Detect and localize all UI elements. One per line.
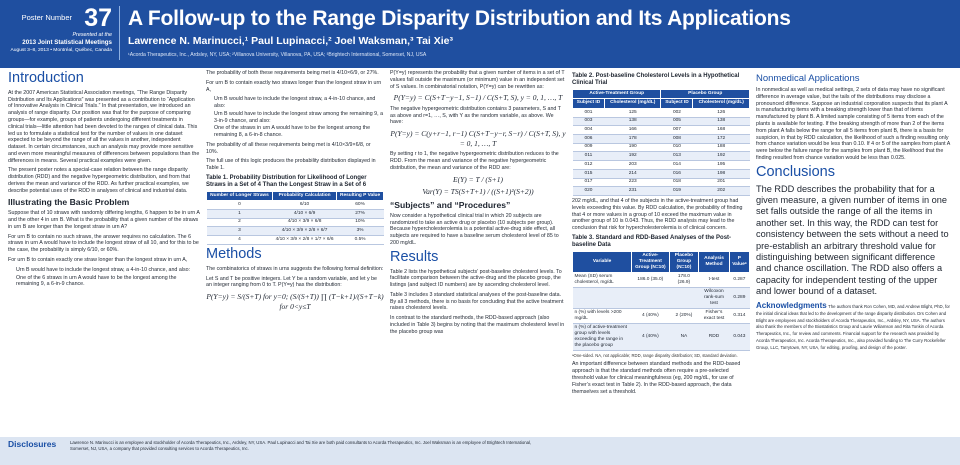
table-row <box>573 143 750 152</box>
intro-paragraph: For urn B to contain no such straws, the answer requires no calculation. The 6 straws in urn A would have to include the longest straw of all 10, and for this to be the case, the probability is simply 6/10, or 60%. <box>8 233 199 254</box>
nonmedical-heading: Nonmedical Applications <box>756 73 860 84</box>
table-cell: n (%) with levels >200 mg/dL <box>573 309 632 324</box>
table-cell: t-test <box>699 273 730 288</box>
table-row <box>573 134 750 143</box>
table-row <box>207 218 384 227</box>
results-heading: Results <box>390 248 439 265</box>
meeting-name: 2013 Joint Statistical Meetings <box>22 39 112 46</box>
poster-title: A Follow-up to the Range Disparity Distribution and Its Applications <box>128 7 791 30</box>
table-header: Placebo Group (N=10) <box>669 251 699 273</box>
table-cell: 125 <box>604 108 661 117</box>
table-cell: 0.287 <box>729 273 749 288</box>
authors: Lawrence N. Marinucci,¹ Paul Lupinacci,² Joel Waksman,³ Tai Xie³ <box>128 35 454 47</box>
column-4 <box>572 70 750 435</box>
table-cell: 223 <box>604 178 661 187</box>
table-group-header: Placebo Group <box>661 89 750 99</box>
table-row <box>573 108 750 117</box>
body-paragraph: For urn B to contain exactly two straws longer than the longest straw in urn A, <box>206 79 382 93</box>
table-1 <box>206 191 384 245</box>
body-paragraph: In nonmedical as well as medical settings, 2 sets of data may have no significant difference in average value, but the tails of the distributions may disclose a pronounced difference. Suppose an industrial corporation suspects that its plant A is manufacturing items with a breaking strength lower than that of items manufactured by plant B. A limited sample consisting of 5 items from each of the plants is available for testing. If the breaking strength of more than 2 of the items from plant A falls below the range for all 5 items from plant B, there is a basis for suspicion, in that by RDD calculation, the likelihood of such a finding resulting only from chance variation would be less than 0.10. If 4 or 5 of the samples from plant A were below the failure range for the samples from plant B, the likelihood that the finding resulted from chance variation would be less than 0.025. <box>756 87 951 161</box>
table-cell <box>632 288 669 309</box>
table-cell: 178.0 (26.9) <box>669 273 699 288</box>
table-row <box>573 152 750 161</box>
table-cell: 214 <box>604 169 661 178</box>
table-cell: Fisher’s exact test <box>699 309 730 324</box>
table-cell: 202 <box>693 187 750 196</box>
body-paragraph: The probability of all these requirements being met is 4/10×3/9×6/8, or 10%. <box>206 141 371 155</box>
affiliations: ¹Acorda Therapeutics, Inc., Ardsley, NY, USA; ²Villanova University, Villanova, PA, USA; ³Brightech International, Somerset, NJ, USA <box>128 52 427 58</box>
table-cell: 4 (40%) <box>632 309 669 324</box>
table-cell: 192 <box>604 152 661 161</box>
table-cell: 10% <box>337 218 384 227</box>
table-header: Subject ID <box>573 99 605 109</box>
table-cell: 195 <box>693 161 750 170</box>
body-paragraph: In contrast to the standard methods, the RDD-based approach (also included in Table 3) begins by noting that the maximum cholesterol level in the placebo group was <box>390 315 565 335</box>
table-cell: 014 <box>661 161 693 170</box>
table-cell: 011 <box>573 152 605 161</box>
table-cell: 172 <box>693 134 750 143</box>
table-cell: 6/10 <box>272 201 336 210</box>
table-cell: 017 <box>573 178 605 187</box>
body-paragraph: Table 2 lists the hypothetical subjects’ post-baseline cholesterol levels. To facilitate comparison between the active-drug and the placebo group, the listings (and subject ID numbers) are by ascending cholesterol level. <box>390 268 562 289</box>
basic-problem-heading: Illustrating the Basic Problem <box>8 197 130 208</box>
table-cell: 4/10 × 6/9 <box>272 209 336 218</box>
table-row <box>573 273 750 288</box>
disclosures-footer <box>0 437 960 465</box>
list-item: • One of the 6 straws in urn A would have to be the longest among the remaining 9, a 6-in-9 chance. <box>16 275 200 289</box>
column-5 <box>756 70 952 435</box>
meeting-dates: August 3–8, 2013 • Montréal, Québec, Canada <box>10 48 112 53</box>
conclusions-heading: Conclusions <box>756 163 835 180</box>
body-paragraph: The combinatorics of straws in urns suggests the following formal definition: <box>206 265 384 272</box>
table-cell: NA <box>669 323 699 350</box>
acknowledgments-text: The authors thank Ron Cohen, MD, and Andrew Blight, PhD, for the initial clinical ideas that led to the development of the range disparity distribution. Drs Cohen and Blight are employees and stockholders of Acorda Therapeutics, Inc., Ardsley, NY, USA. The authors also thank the members of the Biostatistics Group and Laurie Wiliamson and Rita Tonkin of Acorda Therapeutics, Inc., for review and comments. Financial support for the research was provided by Acorda Therapeutics, Inc. Acorda Therapeutics, Inc., also provided funding to The Curry Rockefeller Group, LLC, Tarrytown, NY, USA, for editing, proofing, and design of the poster. <box>756 303 950 350</box>
table-group-header: Active-Treatment Group <box>573 89 661 99</box>
body-paragraph: Table 3 includes 3 standard statistical analyses of the post-baseline data. By all 3 methods, there is no basis for concluding that the active treatment raises cholesterol levels. <box>390 291 564 312</box>
table-cell: 126 <box>693 108 750 117</box>
intro-paragraph: For urn B to contain exactly one straw longer than the longest straw in urn A, <box>8 257 188 264</box>
acknowledgments-heading: Acknowledgments <box>756 300 827 310</box>
table-row <box>573 178 750 187</box>
table-cell: 60% <box>337 201 384 210</box>
table-cell: 4 <box>207 236 273 245</box>
table-row <box>207 236 384 245</box>
conclusions-text: The RDD describes the probability that for a given measure, a given number of items in one set falls outside the range of all the items in another set. In this way, the RDD can test for consistency between the sets without a need to pre-establish an arbitrary threshold value for distinguishing between significant difference and chance oscillation. The RDD also offers a capacity for independent testing of the upper and lower bound of a dataset. <box>756 183 949 297</box>
body-paragraph: P(Y=y) represents the probability that a given number of items in a set of T values fall outside the maximum (or minimum) value in an independent set of S values. In combinatorial notation, P(Y=y) can be rewritten as: <box>390 70 565 90</box>
table-2-title: Table 2. Post-baseline Cholesterol Levels in a Hypothetical Clinical Trial <box>572 73 740 86</box>
table-header: Number of Longer Straws <box>207 191 273 201</box>
table-cell: 001 <box>573 108 605 117</box>
table-cell: 005 <box>661 117 693 126</box>
body-paragraph: An important difference between standard methods and the RDD-based approach is that the standard methods often require a pre-selected threshold value for clinical meaningfulness (eg, 200 mg/dL, for use of Fisher’s exact test in Table 2). In the RDD-based approach, the data themselves set a threshold. <box>572 361 741 395</box>
table-cell: 006 <box>573 134 605 143</box>
table-cell: 188 <box>693 143 750 152</box>
table-row <box>207 227 384 236</box>
table-cell: 008 <box>661 134 693 143</box>
disclosures-text: Lawrence N. Marinucci is an employee and stockholder of Acorda Therapeutics, Inc., Ardsley, NY, USA. Paul Lupinacci and Tai Xie are both paid consultants to Acorda Therapeutics, Inc. Joel Waksman is an employee of Brightech International, Somerset, NJ, USA, a company that provided consulting services to Acorda Therapeutics, Inc. <box>70 440 532 451</box>
table-cell: 0.314 <box>729 309 749 324</box>
table-3-title: Table 3. Standard and RDD-Based Analyses of the Post-baseline Data <box>572 234 732 248</box>
body-paragraph: The negative hypergeometric distribution contains 3 parameters, S and T as above and r=1, …, S, with Y as the random variable, as above. We have: <box>390 105 561 126</box>
table-row <box>573 169 750 178</box>
table-cell: 0.289 <box>729 288 749 309</box>
table-cell: 020 <box>573 187 605 196</box>
table-row <box>573 161 750 170</box>
table-cell: 4/10 × 3/9 × 2/8 × 1/7 × 6/6 <box>272 236 336 245</box>
table-cell: 018 <box>661 178 693 187</box>
table-cell: 4/10 × 3/9 × 2/8 × 6/7 <box>272 227 336 236</box>
table-cell: 015 <box>573 169 605 178</box>
table-cell: 012 <box>573 161 605 170</box>
list-item: • Urn B would have to include the longest straw among the remaining 9, a 3-in-9 chance, and also: <box>214 111 384 125</box>
table-cell: 201 <box>693 178 750 187</box>
body-paragraph: The probability of both these requirements being met is 4/10×6/9, or 27%. <box>206 70 379 76</box>
table-cell: 186.0 (35.0) <box>632 273 669 288</box>
table-cell: 007 <box>661 126 693 135</box>
table-row <box>573 309 750 324</box>
table-header: Subject ID <box>661 99 693 109</box>
table-cell: 002 <box>661 108 693 117</box>
table-cell: 4/10 × 3/9 × 6/8 <box>272 218 336 227</box>
table-cell <box>669 288 699 309</box>
intro-paragraph: At the 2007 American Statistical Association meetings, “The Range Disparity Distribution and Its Applications” was presented as a contribution to “Application of Innovative Analysis in Clinical Trials.” In that presentation, we introduced an analysis of range disparity. Our position was that for the purpose of comparing groups—for example, groups of patients undergoing different treatments in clinical trials—little attention had been devoted to the ranges of clinical data. This led us to formulate a statistical test for the number of values in one dataset expected to be beyond the range of all the values in another, independent dataset. In certain circumstances, such an analysis may provide more sensitive and even more meaningful measures of differences between populations than the differences in means. Several practical examples were given. <box>8 89 200 164</box>
table-header: Resulting P Value <box>337 191 384 201</box>
poster-number: 37 <box>84 4 112 32</box>
body-paragraph: By setting r to 1, the negative hypergeometric distribution reduces to the RDD. From the mean and variance of the negative hypergeometric distribution, the mean and variance of the RDD are: <box>390 151 559 171</box>
table-cell: 203 <box>604 161 661 170</box>
table-cell: 0.043 <box>729 323 749 350</box>
table-cell: 004 <box>573 126 605 135</box>
table-row <box>207 201 384 210</box>
table-cell: RDD <box>699 323 730 350</box>
list-item: • Urn B would have to include the longest straw, a 4-in-10 chance, and also: <box>16 267 200 274</box>
table-cell: 010 <box>661 143 693 152</box>
table-cell: 003 <box>573 117 605 126</box>
table-cell: 016 <box>661 169 693 178</box>
body-paragraph: 202 mg/dL, and that 4 of the subjects in the active-treatment group had levels exceeding this value. By RDD calculation, the probability of finding that 4 or more values in a group of 10 exceed the maximum value in another group of 10 is 0.043. Thus, the RDD analysis may lead to the conclusion that risk for hypercholesterolemia is of clinical concern. <box>572 197 743 232</box>
table-cell: 231 <box>604 187 661 196</box>
column-3 <box>390 70 566 435</box>
table-cell: 3 <box>207 227 273 236</box>
table-cell: 27% <box>337 209 384 218</box>
table-cell: 198 <box>693 169 750 178</box>
poster-number-label: Poster Number <box>21 13 72 22</box>
table-cell: 3% <box>337 227 384 236</box>
body-list <box>214 96 384 139</box>
table-cell: 168 <box>693 126 750 135</box>
table-cell: 0 <box>207 201 273 210</box>
header-divider <box>119 6 120 60</box>
equation-neg-hypergeometric: P(Y=y) = C(y+r−1, r−1) C(S+T−y−r, S−r) / C(S+T, S), y = 0, 1, …, T <box>390 129 566 148</box>
table-row <box>573 187 750 196</box>
column-1 <box>8 70 200 435</box>
table-cell: 013 <box>661 152 693 161</box>
table-header: Cholesterol (mg/dL) <box>693 99 750 109</box>
poster-header <box>0 0 960 68</box>
table-cell: 2 (20%) <box>669 309 699 324</box>
table-cell: 138 <box>604 117 661 126</box>
equation-combinatorial: P(Y=y) = C(S+T−y−1, S−1) / C(S+T, S), y = 0, 1, …, T <box>393 93 563 103</box>
table-cell: 2 <box>207 218 273 227</box>
table-cell: 019 <box>661 187 693 196</box>
table-1-title: Table 1. Probability Distribution for Likelihood of Longer Straws in a Set of 4 Than the Longest Straw in a Set of 6 <box>206 174 367 188</box>
list-item: • One of the straws in urn A would have to be the longest among the remaining 8, a 6-in-8 chance. <box>214 125 384 139</box>
intro-paragraph: The present poster notes a special-case relation between the range disparity distribution (RDD) and the negative hypergeometric distribution, and from that derives the mean and variance of the RDD. As further practical examples, we describe potential uses of the RDD in analyses of clinical and industrial data. <box>8 167 190 194</box>
presented-at: Presented at the <box>72 32 112 38</box>
intro-heading: Introduction <box>8 70 84 86</box>
table-header: P Valueᵃ <box>729 251 749 273</box>
table-header: Variable <box>573 251 632 273</box>
intro-paragraph: Suppose that of 10 straws with randomly differing lengths, 6 happen to be in urn A and the other 4 in urn B. What is the probability that a given number of the straws in urn B are longer than the longest straw in urn A? <box>8 210 200 230</box>
table-header: Analysis Method <box>699 251 730 273</box>
table-row <box>573 126 750 135</box>
table-3-note: ᵃOne-sided. NA, not applicable; RDD, range disparity distribution; SD, standard deviation. <box>572 353 738 359</box>
table-cell: 009 <box>573 143 605 152</box>
table-cell: 178 <box>604 134 661 143</box>
table-cell: Mean (SD) serum cholesterol, mg/dL <box>573 273 632 288</box>
table-cell: 4 (40%) <box>632 323 669 350</box>
list-item: • Urn B would have to include the longest straw, a 4-in-10 chance, and also: <box>214 96 384 110</box>
subjects-heading: “Subjects” and “Procedures” <box>390 199 511 210</box>
table-row <box>207 209 384 218</box>
table-cell: 192 <box>693 152 750 161</box>
equation-rdd-definition: P(Y=y) = S/(S+T) for y=0; (S/(S+T)) ∏ (T−k+1)/(S+T−k) for 0<y≤T <box>206 292 384 311</box>
table-row <box>573 288 750 309</box>
table-3 <box>572 251 750 352</box>
table-2 <box>572 89 750 196</box>
table-row <box>573 117 750 126</box>
body-paragraph: Now consider a hypothetical clinical trial in which 20 subjects are randomized to take an active drug or placebo (10 subjects per group). Because hypercholesterolemia is a potential active-drug side effect, all subjects are required to have a baseline serum cholesterol level of 85 to 200 mg/dL. <box>390 212 559 246</box>
table-cell <box>573 288 632 309</box>
table-cell: 138 <box>693 117 750 126</box>
table-header: Probability Calculation <box>272 191 336 201</box>
table-cell: 166 <box>604 126 661 135</box>
disclosures-heading: Disclosures <box>8 439 57 449</box>
table-header: Cholesterol (mg/dL) <box>604 99 661 109</box>
body-paragraph: The full use of this logic produces the probability distribution displayed in Table 1. <box>206 158 376 172</box>
intro-list <box>16 267 200 288</box>
table-cell: 0.5% <box>337 236 384 245</box>
acknowledgments <box>756 301 952 352</box>
equation-mean: E(Y) = T / (S+1) <box>453 174 503 184</box>
table-row <box>573 323 750 350</box>
table-cell: Wilcoxon rank-sum test <box>699 288 730 309</box>
table-cell: n (%) of active-treatment group with levels exceeding the range in the placebo group <box>573 323 632 350</box>
methods-heading: Methods <box>206 245 262 262</box>
table-cell: 1 <box>207 209 273 218</box>
column-2 <box>206 70 384 435</box>
equation-variance: Var(Y) = TS(S+T+1) / ((S+1)²(S+2)) <box>422 187 534 197</box>
table-cell: 190 <box>604 143 661 152</box>
table-header: Active-Treatment Group (N=10) <box>632 251 669 273</box>
body-paragraph: Let S and T be positive integers. Let Y be a random variable, and let y be an integer ranging from 0 to T. P(Y=y) has the distribution: <box>206 275 377 289</box>
